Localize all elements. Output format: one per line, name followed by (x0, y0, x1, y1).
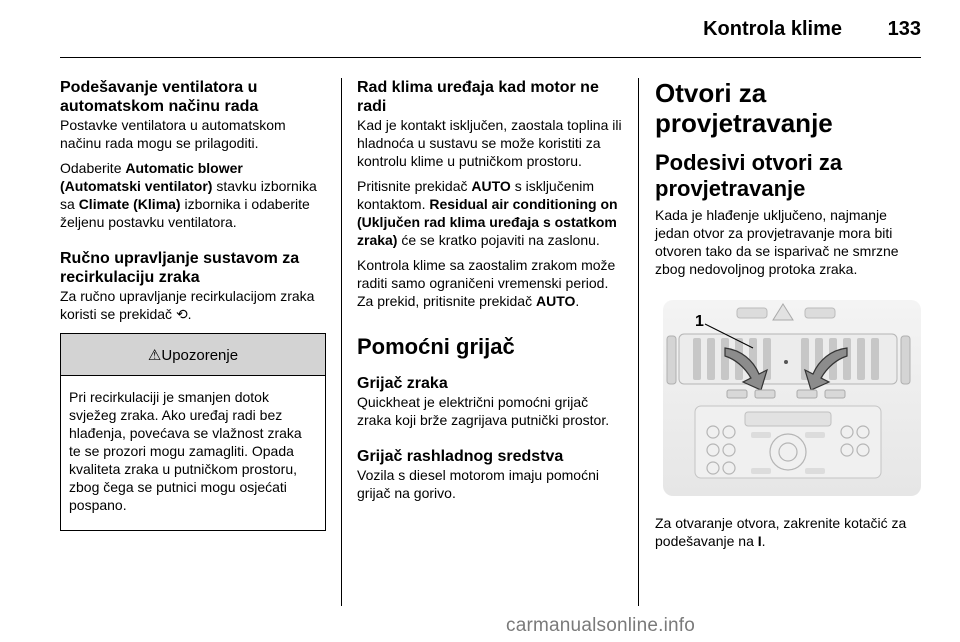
column-divider (341, 78, 342, 606)
vent-position-symbol: I (757, 533, 762, 549)
heading-air-heater: Grijač zraka (357, 375, 448, 392)
paragraph: Quickheat je električni pomoćni grijač zraka koji brže zagrijava putnički prostor. (357, 394, 610, 428)
warning-header (61, 334, 325, 376)
recirculation-icon: ⟲ (175, 306, 188, 322)
warning-icon: ⚠ (147, 347, 162, 364)
figure-callout-number: 1 (695, 313, 704, 330)
watermark-credit: carmanualsonline.info (506, 615, 696, 636)
control-panel (695, 406, 881, 478)
menu-name: Climate (Klima) (78, 196, 181, 212)
button-name: AUTO (471, 178, 511, 194)
menu-item-name: Automatic blower (Automatski ventilator) (60, 160, 243, 194)
paragraph: Za otvaranje otvora, zakrenite kotačić za podešavanje na I. (655, 515, 907, 549)
paragraph: Kad je kontakt isključen, zaostala toplina ili hladnoća u sustavu se može koristiti za kontrolu klime u putničkom prostoru. (357, 117, 622, 169)
button-name: AUTO (535, 293, 576, 309)
heading-adjustable-vents: Podesivi otvori za provjetravanje (655, 150, 843, 201)
heading-auxiliary-heater: Pomoćni grijač (357, 334, 515, 359)
column-3 (655, 78, 921, 550)
header-rule (60, 57, 921, 58)
dashboard-vents-drawing (655, 290, 921, 502)
display-message: Residual air conditioning on (Uključen rad klima uređaja s ostatkom zraka) (357, 196, 618, 248)
heading-residual-climate: Rad klima uređaja kad motor ne radi (357, 79, 599, 115)
page-number: 133 (887, 18, 921, 40)
vent-illustration (655, 290, 921, 502)
heading-air-vents: Otvori za provjetravanje (655, 78, 833, 138)
heading-fan-auto: Podešavanje ventilatora u automatskom načinu rada (60, 79, 259, 115)
paragraph: Za ručno upravljanje recirkulacijom zraka koristi se prekidač ⟲. (60, 288, 315, 322)
paragraph: Kada je hlađenje uključeno, najmanje jedan otvor za provjetravanje mora biti otvoren tako da se isparivač ne smrzne zbog nedovoljnog protoka zraka. (655, 207, 899, 277)
column-1 (60, 78, 326, 531)
warning-box (60, 333, 326, 531)
paragraph: Pritisnite prekidač AUTO s isključenim kontaktom. Residual air conditioning on (Uključen rad klima uređaja s ostatkom zraka) će se kratko pojaviti na zaslonu. (357, 178, 618, 248)
paragraph: Odaberite Automatic blower (Automatski ventilator) stavku izbornika sa Climate (Klima) izbornika i odaberite željenu postavku ventilatora. (60, 160, 317, 230)
column-divider (638, 78, 639, 606)
center-vent (679, 334, 897, 384)
warning-text: Pri recirkulaciji je smanjen dotok svježeg zraka. Ako uređaj radi bez hlađenja, povećava se vlažnost zraka te se prozori mogu zamagliti. Opada kvaliteta zraka u putničkom prostoru, zbog čega se putnici mogu osjećati pospano. (69, 389, 302, 513)
paragraph: Postavke ventilatora u automatskom načinu rada mogu se prilagoditi. (60, 117, 286, 151)
side-vent-left (667, 336, 676, 384)
paragraph: Kontrola klime sa zaostalim zrakom može raditi samo ograničeni vremenski period. Za prekid, pritisnite prekidač AUTO. (357, 257, 616, 309)
heading-coolant-heater: Grijač rashladnog sredstva (357, 448, 564, 465)
side-vent-right (901, 336, 910, 384)
running-title: Kontrola klime (703, 18, 842, 40)
warning-title: Upozorenje (161, 347, 239, 364)
heading-recirculation: Ručno upravljanje sustavom za recirkulaciju zraka (60, 250, 300, 286)
column-2 (357, 78, 623, 502)
paragraph: Vozila s diesel motorom imaju pomoćni grijač na gorivo. (357, 467, 599, 501)
